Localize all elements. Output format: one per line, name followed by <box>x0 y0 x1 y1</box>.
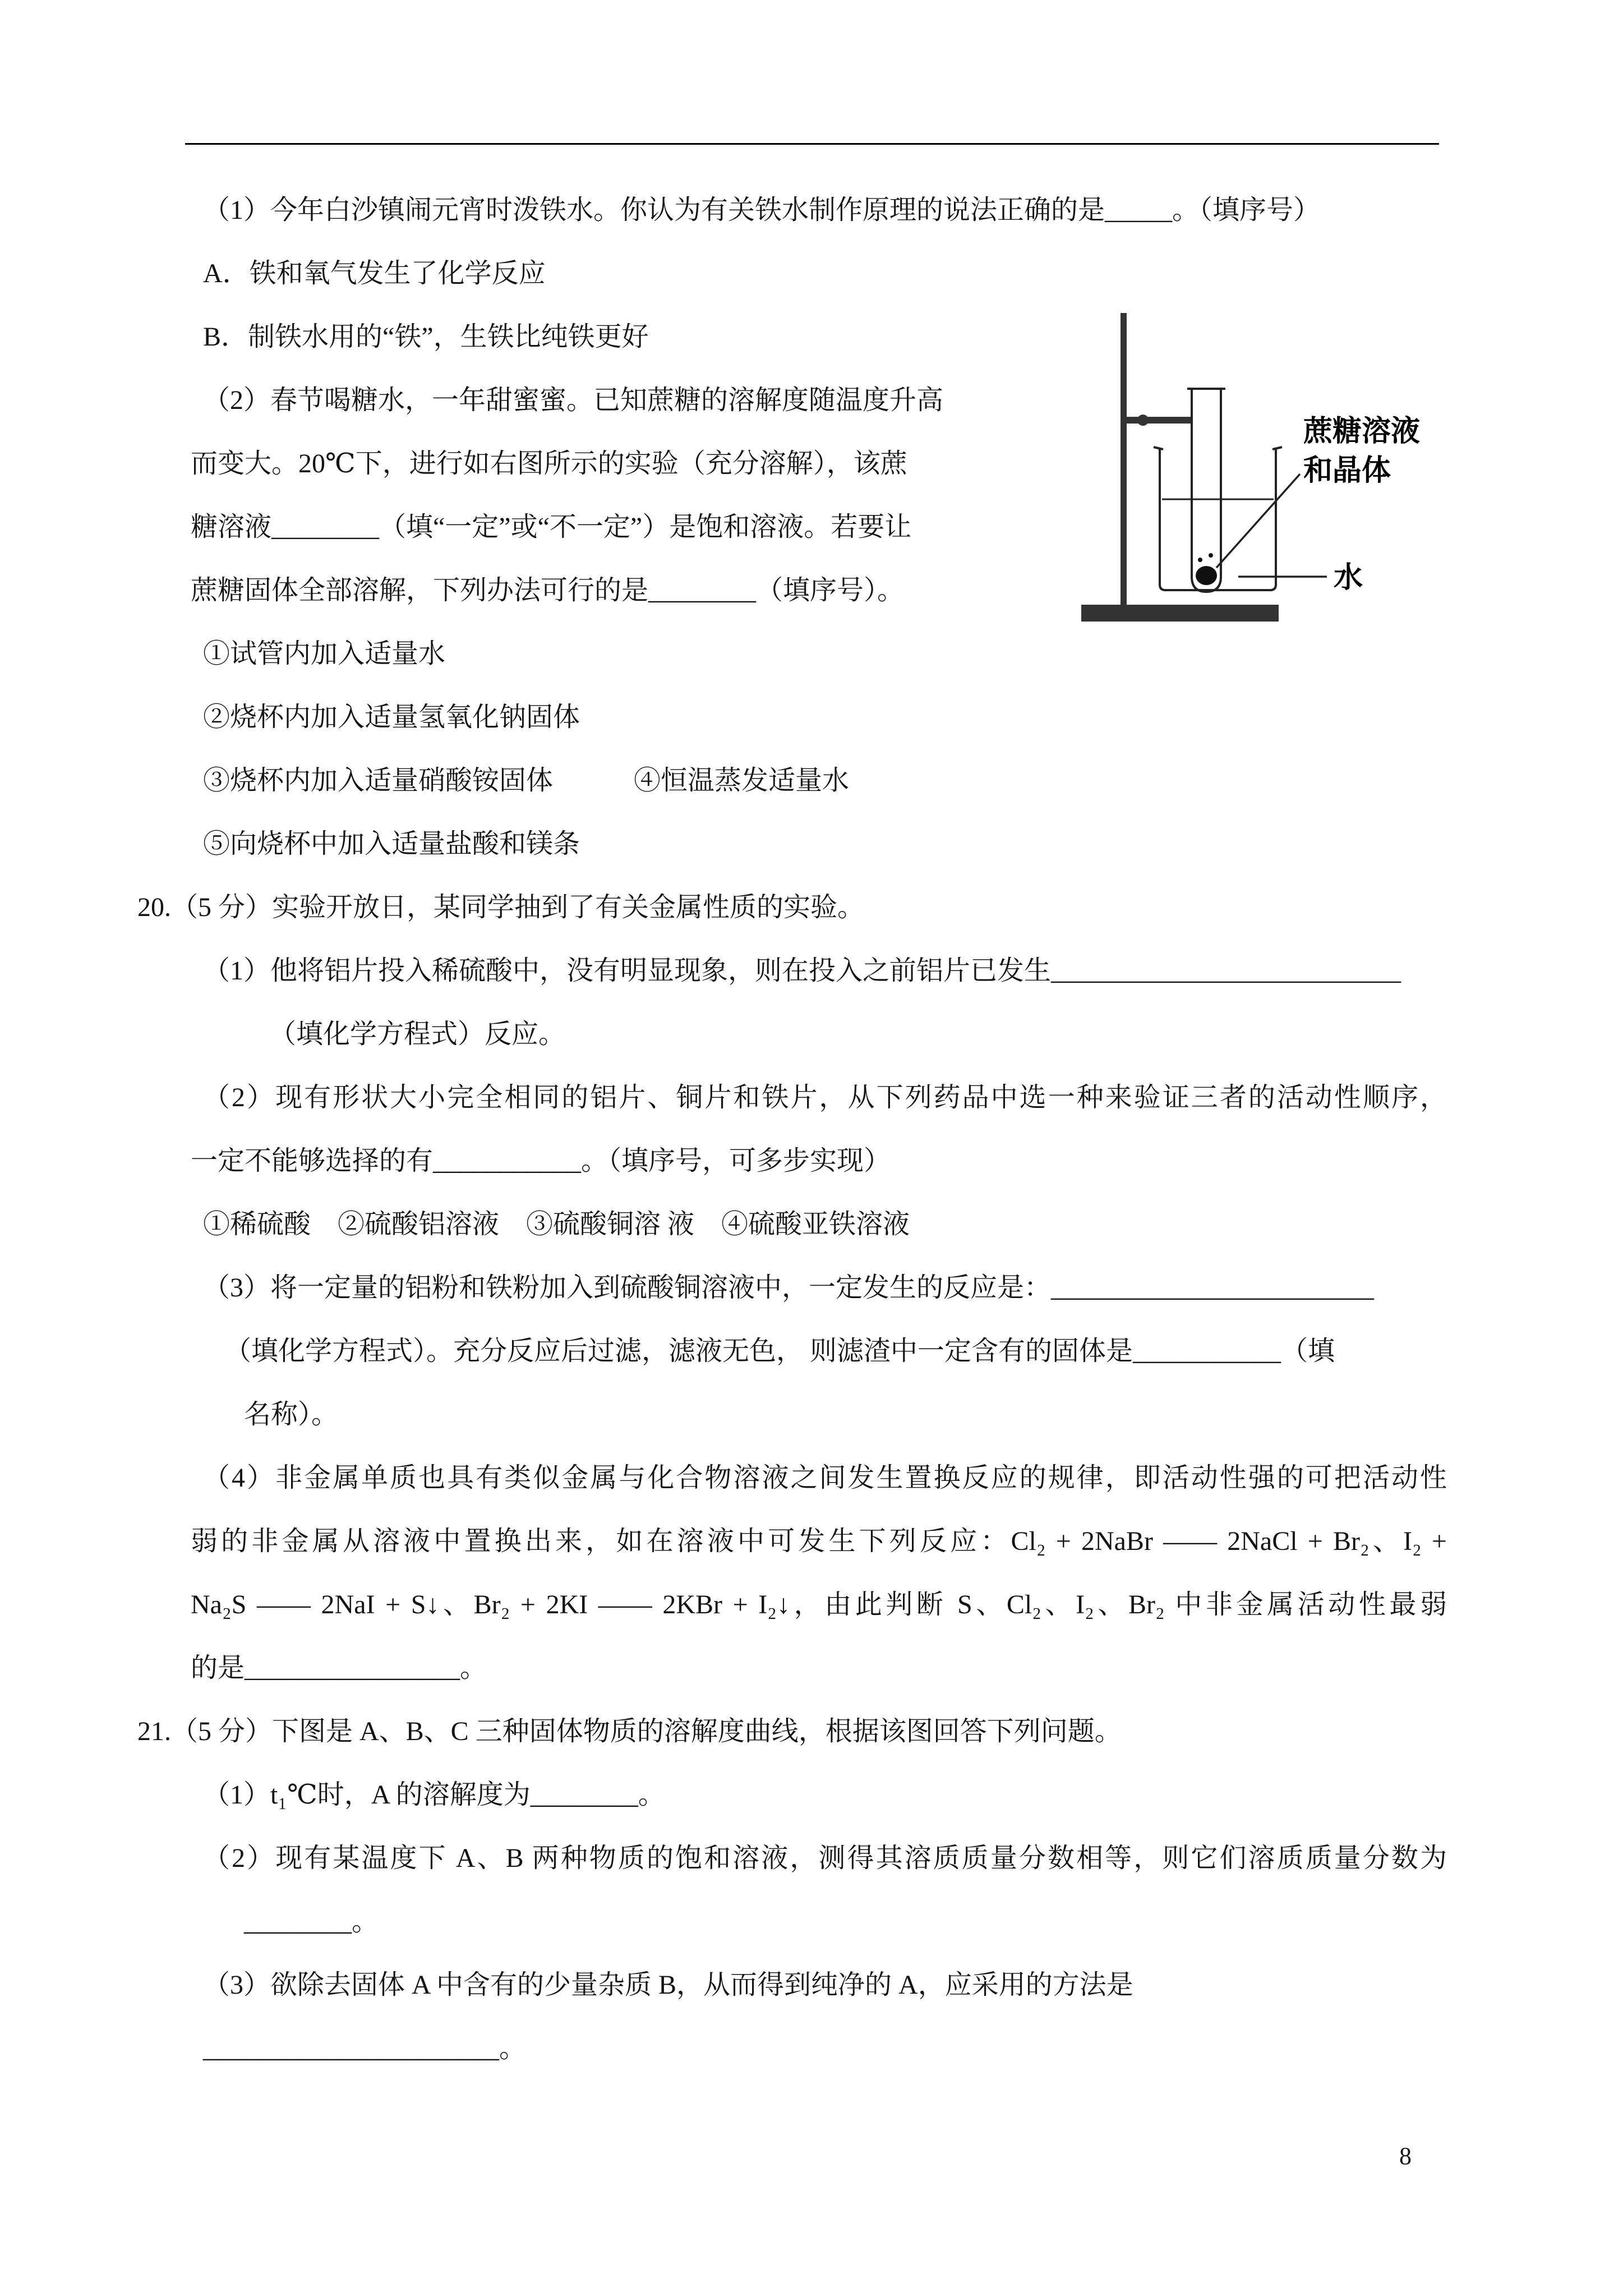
solution-leader-line-icon <box>1216 474 1300 568</box>
text-line-question-20: 20.（5 分）实验开放日，某同学抽到了有关金属性质的实验。 <box>137 892 865 922</box>
crystals-icon <box>1196 566 1217 585</box>
text-line: （1）今年白沙镇闹元宵时泼铁水。你认为有关铁水制作原理的说法正确的是_____。（填序号） <box>203 195 1321 225</box>
solution-label-line2: 和晶体 <box>1303 455 1391 487</box>
text-line: ②烧杯内加入适量氢氧化钠固体 <box>203 702 580 732</box>
text-line: ①稀硫酸 ②硫酸铝溶液 ③硫酸铜溶 液 ④硫酸亚铁溶液 <box>203 1209 910 1239</box>
text-line: （填化学方程式）。充分反应后过滤，滤液无色， 则滤渣中一定含有的固体是___________（填 <box>224 1336 1335 1366</box>
crystal-dot-icon <box>1209 553 1213 558</box>
stand-base-icon <box>1081 605 1279 622</box>
text-line: 一定不能够选择的有___________。（填序号，可多步实现） <box>191 1146 891 1176</box>
water-label: 水 <box>1334 562 1363 594</box>
text-line: A．铁和氧气发生了化学反应 <box>203 259 546 288</box>
test-tube-icon <box>1192 389 1221 592</box>
apparatus-diagram <box>1080 309 1450 625</box>
page-number: 8 <box>1399 2142 1412 2170</box>
text-line: （3）欲除去固体 A 中含有的少量杂质 B，从而得到纯净的 A，应采用的方法是______________________。 <box>203 1970 1133 2063</box>
text-line: ①试管内加入适量水 <box>203 639 446 669</box>
solution-label: 蔗糖溶液 <box>1303 416 1421 448</box>
crystal-dot-icon <box>1198 558 1202 562</box>
header-rule <box>185 143 1439 145</box>
text-line: （4）非金属单质也具有类似金属与化合物溶液之间发生置换反应的规律，即活动性强的可把活动性 <box>203 1463 1447 1493</box>
text-line: 名称）。 <box>244 1400 339 1429</box>
text-line: 蔗糖固体全部溶解，下列办法可行的是________（填序号）。 <box>191 576 905 605</box>
clamp-knob-icon <box>1137 415 1149 426</box>
text-line: （填化学方程式）反应。 <box>269 1019 566 1049</box>
text-line: Na₂S —— 2NaI + S↓、Br₂ + 2KI —— 2KBr + I₂↓，由此判断 S、Cl₂、I₂、Br₂ 中非金属活动性最弱 <box>191 1590 1447 1619</box>
stand-rod-icon <box>1121 313 1127 608</box>
beaker-rim-right-icon <box>1272 447 1282 449</box>
text-line: 糖溶液________（填“一定”或“不一定”）是饱和溶液。若要让 <box>191 512 912 542</box>
text-line-question-21: 21.（5 分）下图是 A、B、C 三种固体物质的溶解度曲线，根据该图回答下列问题。 <box>137 1717 1122 1746</box>
text-line: B．制铁水用的“铁”，生铁比纯铁更好 <box>203 322 649 352</box>
text-line: 的是________________。 <box>191 1653 487 1683</box>
text-line: ________。 <box>244 1907 379 1936</box>
beaker-rim-left-icon <box>1154 447 1163 449</box>
clamp-icon <box>1127 417 1193 424</box>
text-line: ③烧杯内加入适量硝酸铵固体 ④恒温蒸发适量水 <box>203 766 850 795</box>
text-line: （1）t₁℃时，A 的溶解度为________。 <box>203 1780 665 1810</box>
text-line: （3）将一定量的铝粉和铁粉加入到硫酸铜溶液中，一定发生的反应是：________________________ <box>203 1273 1375 1303</box>
text-line: ⑤向烧杯中加入适量盐酸和镁条 <box>203 829 580 859</box>
text-line: （2）现有某温度下 A、B 两种物质的饱和溶液，测得其溶质质量分数相等，则它们溶质质量分数为 <box>203 1843 1447 1873</box>
text-line: （1）他将铝片投入稀硫酸中，没有明显现象，则在投入之前铝片已发生__________________________ <box>203 956 1401 986</box>
text-line: 而变大。20℃下，进行如右图所示的实验（充分溶解），该蔗 <box>191 449 907 478</box>
text-line: （2）春节喝糖水，一年甜蜜蜜。已知蔗糖的溶解度随温度升高 <box>203 385 944 415</box>
text-line: （2）现有形状大小完全相同的铝片、铜片和铁片，从下列药品中选一种来验证三者的活动性顺序， <box>203 1083 1447 1112</box>
text-line: 弱的非金属从溶液中置换出来，如在溶液中可发生下列反应：Cl₂ + 2NaBr —— 2NaCl + Br₂、I₂ + <box>191 1526 1447 1556</box>
